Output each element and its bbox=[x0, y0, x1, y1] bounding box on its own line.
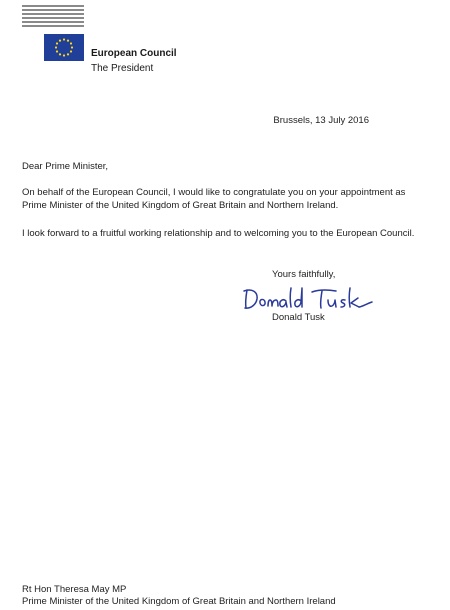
body-paragraph: On behalf of the European Council, I would like to congratulate you on your appointment as Prime Minister of the United Kingdom of Great Britain and Northern Ireland. bbox=[22, 187, 406, 211]
handwritten-signature bbox=[242, 282, 382, 316]
place-and-date: Brussels, 13 July 2016 bbox=[273, 115, 369, 126]
european-council-logo bbox=[22, 5, 84, 63]
body-paragraph: I look forward to a fruitful working relationship and to welcoming you to the European Council. bbox=[22, 228, 415, 239]
logo-stripes bbox=[22, 5, 84, 31]
closing: Yours faithfully, bbox=[272, 269, 336, 280]
organization-name: European Council bbox=[91, 48, 177, 59]
addressee-title: Prime Minister of the United Kingdom of Great Britain and Northern Ireland bbox=[22, 596, 336, 607]
addressee-name: Rt Hon Theresa May MP bbox=[22, 584, 127, 595]
signer-name: Donald Tusk bbox=[272, 312, 325, 323]
office-title: The President bbox=[91, 63, 154, 74]
eu-flag-icon bbox=[44, 34, 84, 61]
salutation: Dear Prime Minister, bbox=[22, 161, 109, 172]
